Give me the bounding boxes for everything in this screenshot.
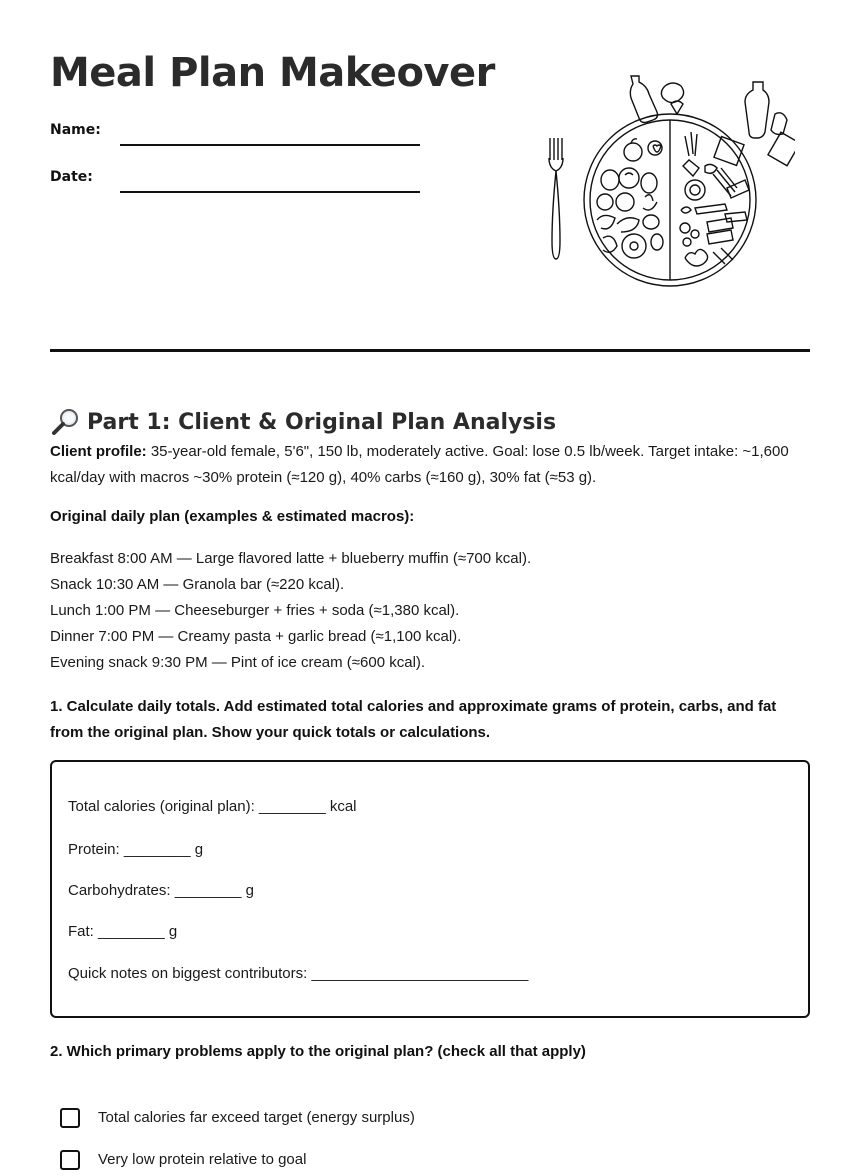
- problem-option-calories[interactable]: [60, 1108, 760, 1134]
- date-label: Date:: [50, 169, 93, 185]
- checkbox[interactable]: [60, 1108, 80, 1128]
- plan-item-evening-snack: Evening snack 9:30 PM — Pint of ice cream (≈600 kcal).: [50, 654, 426, 671]
- problem-option-protein[interactable]: [60, 1150, 760, 1176]
- name-label: Name:: [50, 122, 101, 138]
- name-field[interactable]: [120, 144, 420, 146]
- date-field-row: [50, 169, 420, 199]
- problem-option-label: Total calories far exceed target (energy surplus): [98, 1109, 415, 1126]
- plate-with-fork-and-food-icon: [545, 70, 795, 290]
- client-profile-text: 35-year-old female, 5'6", 150 lb, moderately active. Goal: lose 0.5 lb/week. Target intake: ~1,600 kcal/day with macros ~30% protein (≈120 g), 40% carbs (≈160 g), 30% fat (≈53 g).: [50, 443, 789, 486]
- magnifying-glass-icon: [50, 408, 80, 436]
- plan-item-breakfast: Breakfast 8:00 AM — Large flavored latte + blueberry muffin (≈700 kcal).: [50, 550, 532, 567]
- question-1-answer-box[interactable]: [50, 760, 810, 1018]
- fork-icon: [549, 138, 563, 259]
- contributors-notes-field[interactable]: Quick notes on biggest contributors: __________________________: [68, 965, 529, 982]
- plan-item-dinner: Dinner 7:00 PM — Creamy pasta + garlic bread (≈1,100 kcal).: [50, 628, 462, 645]
- question-1: 1. Calculate daily totals. Add estimated total calories and approximate grams of protein, carbs, and fat from the original plan. Show your quick totals or calculations.: [50, 698, 777, 741]
- part1-heading: [50, 408, 556, 436]
- page-title: Meal Plan Makeover: [50, 50, 495, 96]
- total-calories-field[interactable]: Total calories (original plan): ________ kcal: [68, 798, 357, 815]
- name-field-row: [50, 122, 420, 152]
- problem-option-label: Very low protein relative to goal: [98, 1151, 307, 1168]
- original-plan-heading: Original daily plan (examples & estimated macros):: [50, 508, 415, 525]
- question-2: 2. Which primary problems apply to the original plan? (check all that apply): [50, 1043, 586, 1060]
- part1-heading-text: Part 1: Client & Original Plan Analysis: [87, 409, 557, 435]
- plan-item-snack: Snack 10:30 AM — Granola bar (≈220 kcal).: [50, 576, 345, 593]
- water-bottle-icon: [745, 82, 769, 138]
- date-field[interactable]: [120, 191, 420, 193]
- carbohydrates-field[interactable]: Carbohydrates: ________ g: [68, 882, 254, 899]
- client-profile-label: Client profile:: [50, 443, 147, 460]
- checkbox[interactable]: [60, 1150, 80, 1170]
- plan-item-lunch: Lunch 1:00 PM — Cheeseburger + fries + soda (≈1,380 kcal).: [50, 602, 460, 619]
- protein-field[interactable]: Protein: ________ g: [68, 841, 204, 858]
- section-divider: [50, 349, 810, 352]
- client-profile: [50, 439, 810, 491]
- original-plan-list: [50, 546, 810, 676]
- fat-field[interactable]: Fat: ________ g: [68, 923, 178, 940]
